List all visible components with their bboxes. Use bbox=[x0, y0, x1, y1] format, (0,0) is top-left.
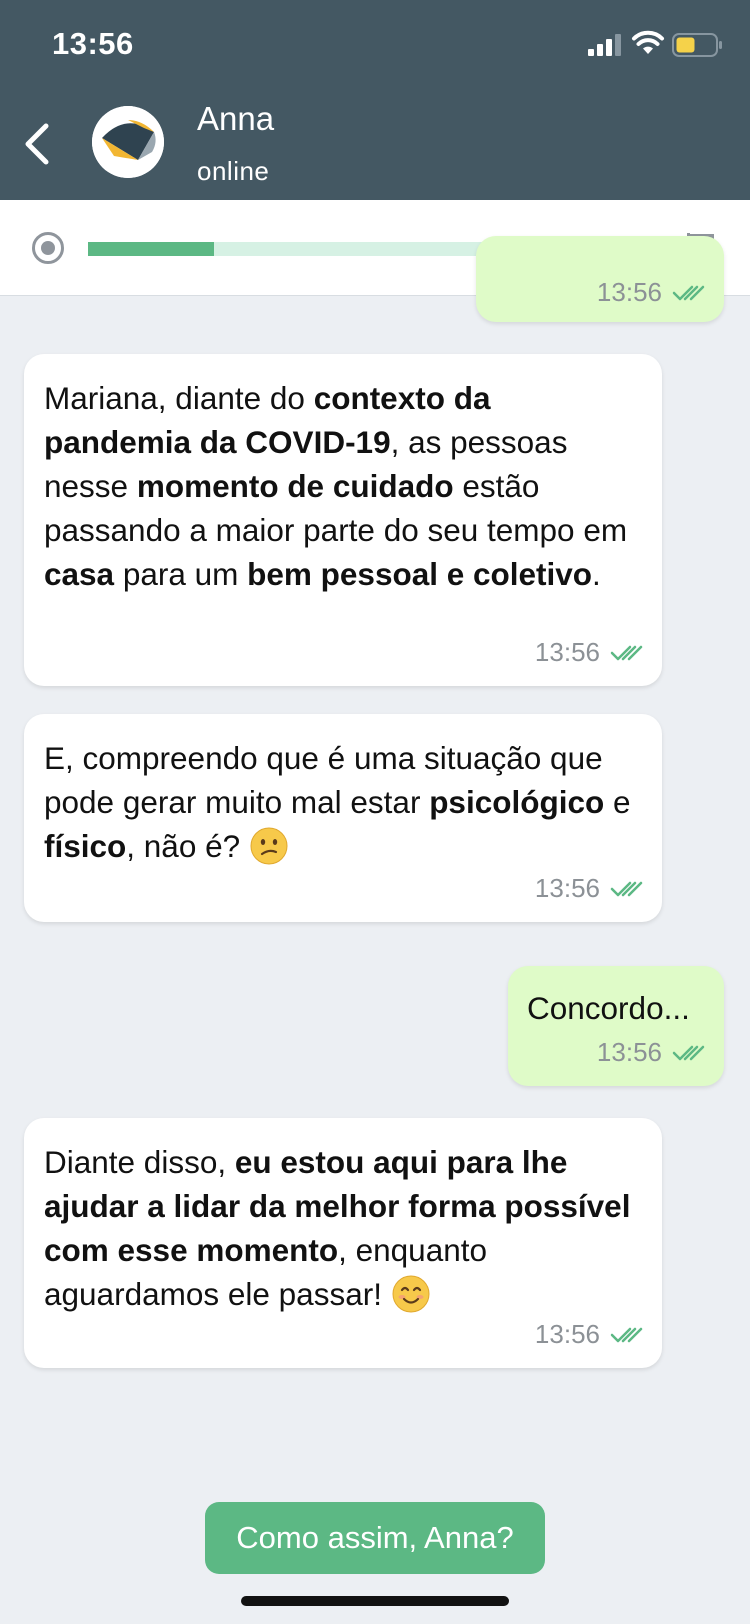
message-bubble-incoming[interactable] bbox=[24, 354, 662, 686]
double-check-icon bbox=[610, 1326, 644, 1344]
message-plain-text: Mariana, diante do bbox=[44, 380, 314, 416]
battery-icon bbox=[672, 33, 724, 57]
message-time: 13:56 bbox=[596, 277, 662, 307]
message-bold-text: contexto da pandemia da COVID-19 bbox=[44, 380, 491, 460]
back-button[interactable] bbox=[12, 114, 62, 174]
message-plain-text: Concordo... bbox=[527, 990, 690, 1026]
message-plain-text: estão passando a maior parte do seu tempo em bbox=[44, 468, 628, 548]
status-bar-time: 13:56 bbox=[52, 26, 134, 61]
wifi-icon bbox=[632, 30, 664, 56]
message-plain-text: Diante disso, bbox=[44, 1144, 235, 1180]
progress-fill bbox=[88, 242, 214, 256]
cellular-signal-icon bbox=[588, 34, 624, 56]
message-meta bbox=[535, 1319, 644, 1350]
message-bubble-outgoing[interactable] bbox=[508, 966, 724, 1086]
message-plain-text: para um bbox=[114, 556, 248, 592]
message-bold-text: bem pessoal e coletivo bbox=[247, 556, 593, 592]
message-meta bbox=[535, 873, 644, 904]
smiling-face-emoji-icon bbox=[392, 1275, 430, 1313]
message-bubble-incoming[interactable] bbox=[24, 714, 662, 922]
home-indicator bbox=[241, 1596, 509, 1606]
message-bold-text: físico bbox=[44, 828, 127, 864]
message-meta bbox=[597, 1037, 706, 1068]
message-text bbox=[24, 1118, 662, 1316]
double-check-icon bbox=[610, 880, 644, 898]
double-check-icon bbox=[672, 1044, 706, 1062]
message-plain-text: , as pessoas nesse bbox=[44, 424, 568, 504]
message-text bbox=[24, 714, 662, 868]
contact-name: Anna bbox=[197, 100, 275, 137]
contact-avatar[interactable] bbox=[92, 106, 164, 178]
message-bold-text: psicológico bbox=[429, 784, 605, 820]
chat-header bbox=[0, 0, 750, 200]
progress-start-icon bbox=[32, 232, 64, 264]
message-time: 13:56 bbox=[596, 1037, 662, 1067]
chevron-left-icon bbox=[22, 122, 52, 166]
quick-reply-button[interactable]: Como assim, Anna? bbox=[205, 1502, 545, 1574]
message-plain-text: e bbox=[604, 784, 631, 820]
message-text bbox=[508, 966, 724, 1030]
confused-face-emoji-icon bbox=[250, 827, 288, 865]
double-check-icon bbox=[672, 284, 706, 302]
message-text bbox=[24, 354, 662, 596]
message-bubble-incoming[interactable] bbox=[24, 1118, 662, 1368]
message-plain-text: . bbox=[592, 556, 601, 592]
message-plain-text: E, compreendo que é uma situação que pode gerar muito mal estar bbox=[44, 740, 603, 820]
message-bold-text: casa bbox=[44, 556, 115, 592]
message-bubble-outgoing[interactable] bbox=[476, 236, 724, 322]
double-check-icon bbox=[610, 644, 644, 662]
message-bold-text: momento de cuidado bbox=[136, 468, 454, 504]
message-plain-text: , enquanto aguardamos ele passar! bbox=[44, 1232, 487, 1312]
anna-logo-icon bbox=[92, 106, 164, 178]
message-time: 13:56 bbox=[534, 873, 600, 903]
message-plain-text: , não é? bbox=[126, 828, 241, 864]
message-time: 13:56 bbox=[534, 637, 600, 667]
message-meta bbox=[535, 637, 644, 668]
message-time: 13:56 bbox=[534, 1319, 600, 1349]
message-meta bbox=[597, 277, 706, 308]
chat-messages bbox=[0, 277, 750, 1624]
contact-status: online bbox=[197, 156, 270, 186]
message-bold-text: eu estou aqui para lhe ajudar a lidar da melhor forma possível com esse momento bbox=[44, 1144, 631, 1268]
